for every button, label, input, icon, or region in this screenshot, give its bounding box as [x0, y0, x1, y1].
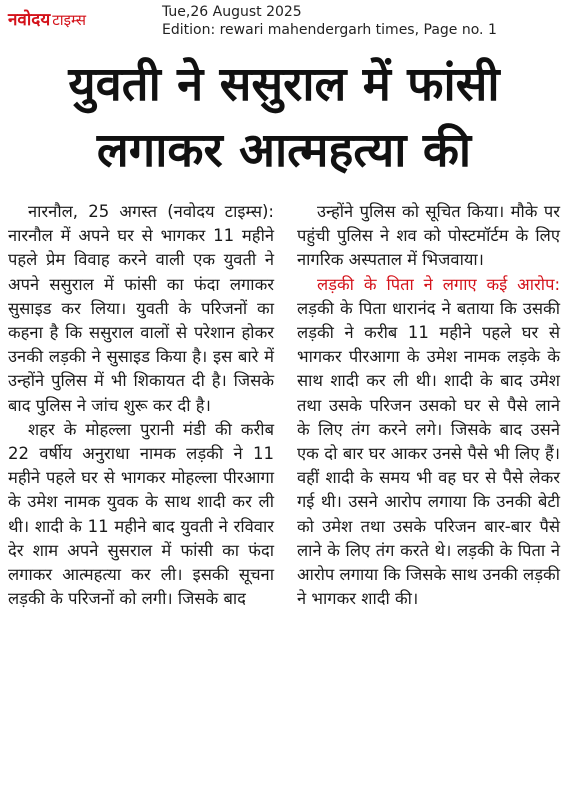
- edition-info: [162, 3, 497, 39]
- article-paragraph: उन्होंने पुलिस को सूचित किया। मौके पर पहुंची पुलिस ने शव को पोस्टमॉर्टम के लिए नागरिक अस्पताल में भिजवाया।: [297, 202, 560, 270]
- article-paragraph: शहर के मोहल्ला पुरानी मंडी की करीब 22 वर्षीय अनुराधा नामक लड़की ने 11 महीने पहले घर से भागकर मोहल्ला पीरआगा के उमेश नामक युवक के साथ शादी कर ली थी। शादी के 11 महीने बाद युवती ने रविवार देर शाम अपने सुसराल में फांसी का फंदा लगाकर आत्महत्या कर ली। इसकी सूचना लड़की के परिजनों को लगी। जिसके बाद: [8, 419, 274, 609]
- headline-line-2: लगाकर आत्महत्या की: [96, 123, 472, 178]
- article-column-left: [8, 200, 274, 611]
- logo-main-text: नवोदय: [8, 10, 51, 30]
- page-header: [0, 0, 568, 46]
- headline-line-1: युवती ने ससुराल में फांसी: [68, 57, 500, 112]
- article-paragraph-with-subhead: [297, 273, 560, 612]
- issue-date: Tue,26 August 2025: [162, 4, 302, 20]
- article-paragraph: नारनौल, 25 अगस्त (नवोदय टाइम्स): नारनौल में अपने घर से भागकर 11 महीने पहले प्रेम विवाह करने वाली एक युवती ने अपने ससुराल में फांसी का फंदा लगाकर सुसाइड कर लिया। युवती के परिजनों का कहना है कि ससुराल वालों से परेशान होकर उनकी लड़की ने सुसाइड किया है। इस बारे में उन्होंने पुलिस में भी शिकायत दी है। जिसके बाद पुलिस ने जांच शुरू कर दी है।: [8, 202, 274, 415]
- article-column-right: [297, 200, 560, 611]
- newspaper-logo: [8, 5, 156, 35]
- article-subhead: लड़की के पिता ने लगाए कई आरोप:: [317, 274, 560, 294]
- article-paragraph-text: लड़की के पिता धारानंद ने बताया कि उसकी लड़की ने करीब 11 महीने पहले घर से भागकर पीरआगा के उमेश नामक लड़के के साथ शादी कर ली थी। शादी के बाद उमेश तथा उसके परिजन उसको घर से पैसे लाने के लिए तंग करने लगे। जिसके बाद उसने एक दो बार घर आकर उनसे पैसे भी लिए हैं। वहीं शादी के समय भी वह घर से पैसे लेकर गई थी। उसने आरोप लगाया कि उनकी बेटी को उमेश तथा उसके परिजन बार-बार पैसे लाने के लिए तंग करते थे। लड़की के पिता ने आरोप लगाया कि जिसके साथ उनकी लड़की ने भागकर शादी की।: [297, 298, 560, 609]
- article-headline: [0, 52, 568, 184]
- edition-line: Edition: rewari mahendergarh times, Page no. 1: [162, 22, 497, 38]
- logo-sub-text: टाइम्स: [52, 11, 87, 29]
